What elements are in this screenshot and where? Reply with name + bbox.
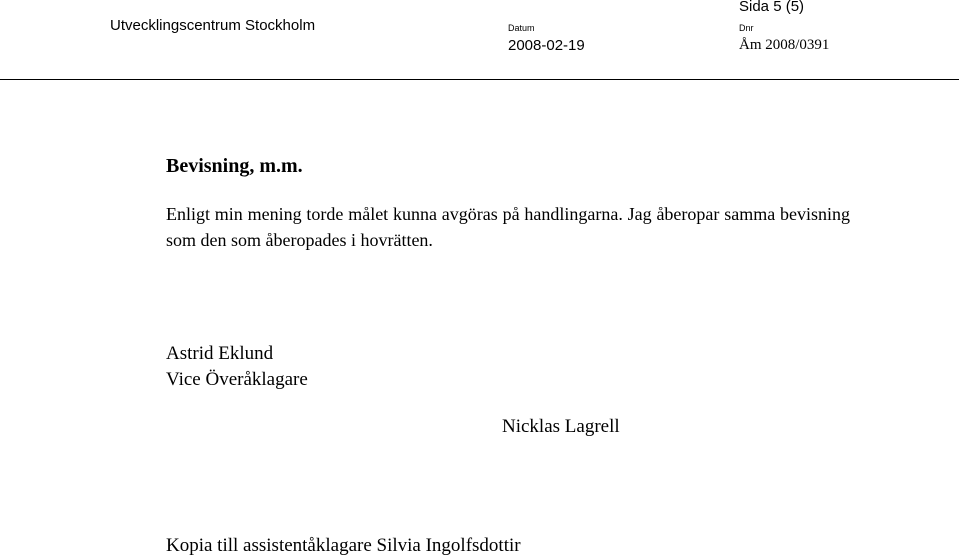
copy-note: Kopia till assistentåklagare Silvia Ingolfsdottir <box>166 535 521 556</box>
page-number: Sida 5 (5) <box>739 0 805 15</box>
body-paragraph <box>166 201 850 253</box>
header-divider <box>0 79 959 80</box>
date-label: Datum <box>508 23 535 33</box>
date-value: 2008-02-19 <box>508 37 585 54</box>
reference-number: Åm 2008/0391 <box>739 37 830 53</box>
signer-title: Vice Överåklagare <box>166 369 308 390</box>
reference-label: Dnr <box>739 23 754 33</box>
second-signer-name: Nicklas Lagrell <box>502 416 620 437</box>
paragraph-text: Enligt min mening torde målet kunna avgöras på handlingarna. Jag åberopar samma bevisning som den som åberopades i hovrätten. <box>166 204 850 250</box>
section-heading: Bevisning, m.m. <box>166 155 303 177</box>
signer-name: Astrid Eklund <box>166 343 274 364</box>
organization-name: Utvecklingscentrum Stockholm <box>110 17 316 34</box>
